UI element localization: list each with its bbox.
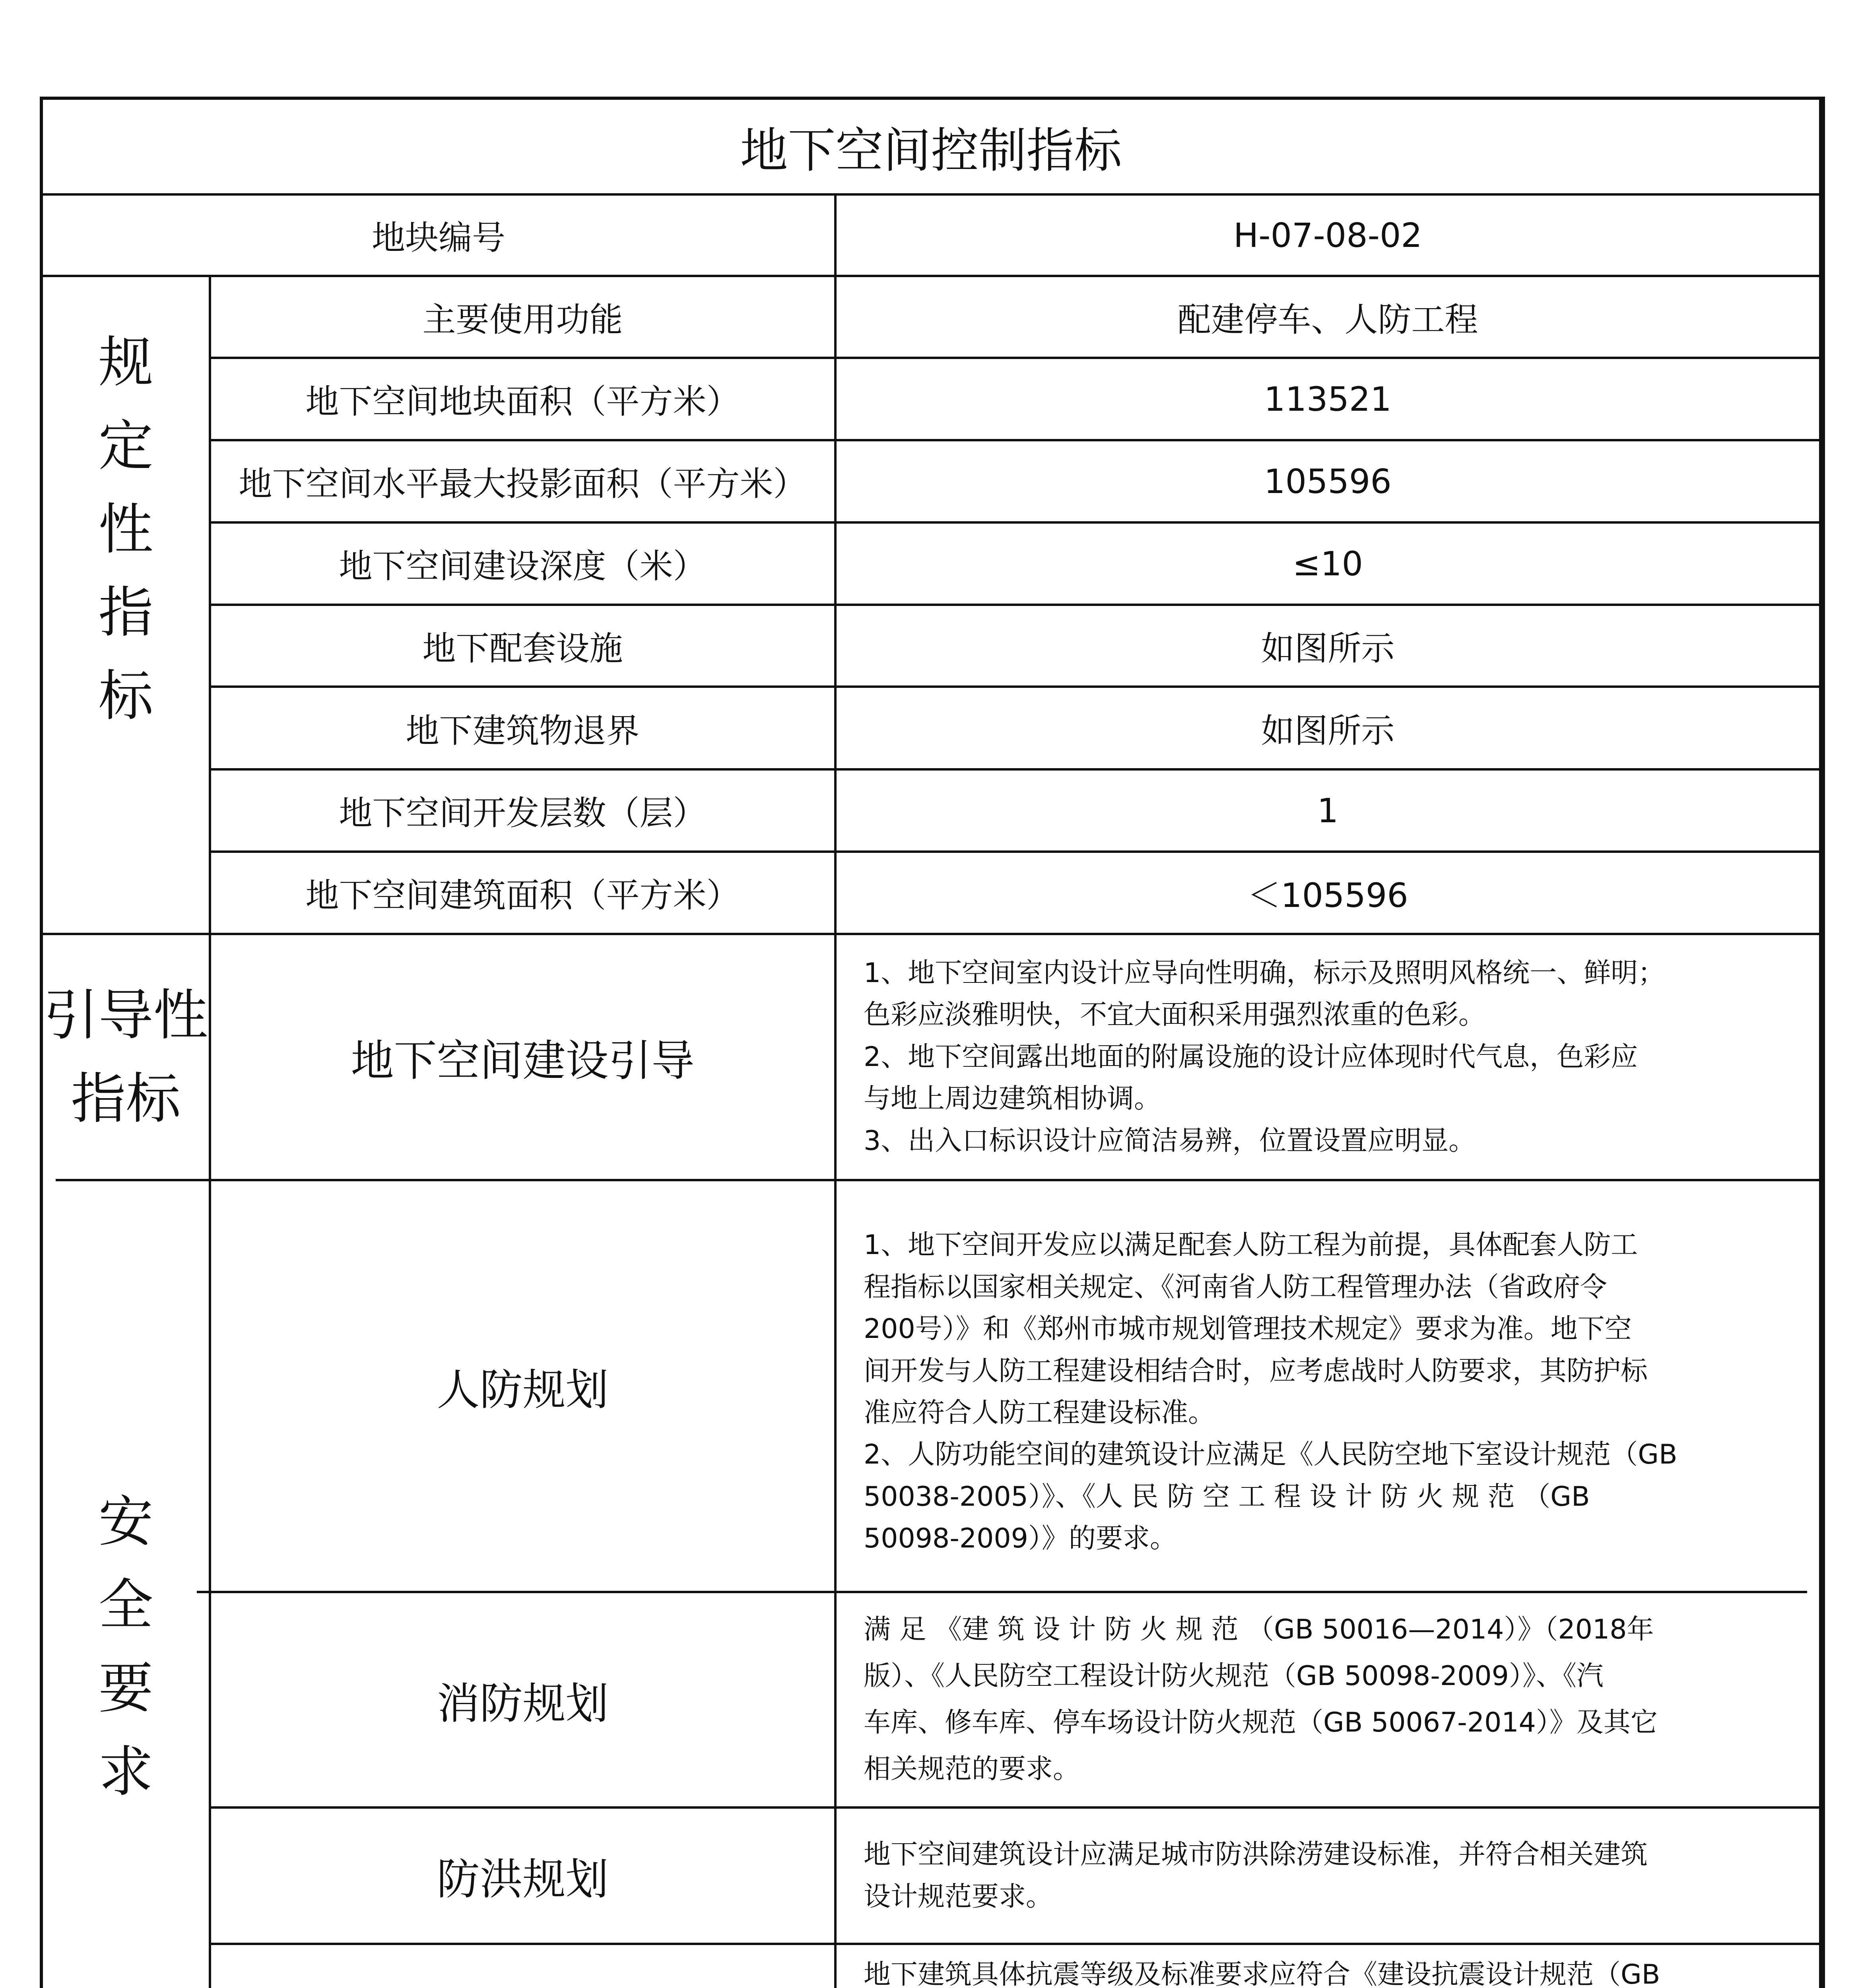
plot-number-value: H-07-08-02 (1233, 215, 1422, 255)
border-top (40, 97, 1825, 100)
guidance-category-line: 引导性 (43, 983, 208, 1047)
guidance-line: 色彩应淡雅明快，不宜大面积采用强烈浓重的色彩。 (864, 999, 1486, 1031)
projection-area-label: 地下空间水平最大投影面积（平方米） (239, 464, 807, 503)
fire-protection-line: 版）、《人民防空工程设计防火规范（GB 50098-2009）》、《汽 (864, 1660, 1604, 1692)
plot-area-label: 地下空间地块面积（平方米） (305, 382, 740, 421)
guidance-label: 地下空间建设引导 (351, 1036, 695, 1086)
safety-category-char: 全 (98, 1573, 153, 1637)
fire-protection-label: 消防规划 (437, 1679, 609, 1729)
safety-category-char: 要 (98, 1656, 153, 1720)
plot-number-label: 地块编号 (371, 218, 505, 257)
civil-defense-line: 50098-2009）》的要求。 (864, 1523, 1177, 1555)
civil-defense-line: 1、地下空间开发应以满足配套人防工程为前提，具体配套人防工 (864, 1229, 1638, 1261)
civil-defense-line: 准应符合人防工程建设标准。 (864, 1397, 1215, 1429)
mandatory-category-char: 规 (98, 330, 153, 394)
setback-value: 如图所示 (1261, 711, 1395, 750)
projection-area-value: 105596 (1264, 462, 1392, 501)
main-function-value: 配建停车、人防工程 (1177, 300, 1478, 339)
depth-value: ≤10 (1292, 544, 1363, 583)
facilities-value: 如图所示 (1261, 629, 1395, 668)
facilities-label: 地下配套设施 (422, 629, 623, 668)
fire-protection-line: 相关规范的要求。 (864, 1753, 1080, 1785)
mandatory-category-char: 指 (98, 580, 153, 645)
civil-defense-line: 程指标以国家相关规定、《河南省人防工程管理办法（省政府令 (864, 1271, 1608, 1303)
civil-defense-line: 200号）》和《郑州市城市规划管理技术规定》要求为准。地下空 (864, 1313, 1632, 1345)
fire-protection-line: 满 足 《建 筑 设 计 防 火 规 范 （GB 50016—2014）》（2018年 (864, 1614, 1654, 1646)
seismic-label (211, 1945, 834, 1988)
civil-defense-line: 50038-2005）》、《人 民 防 空 工 程 设 计 防 火 规 范 （GB (864, 1481, 1590, 1512)
flood-control-line: 设计规范要求。 (864, 1881, 1053, 1912)
mandatory-category-char: 性 (98, 497, 153, 561)
main-function-label: 主要使用功能 (422, 300, 623, 339)
floor-area-value: ＜105596 (1247, 876, 1408, 915)
fire-protection-line: 车库、修车库、停车场设计防火规范（GB 50067-2014）》及其它 (864, 1707, 1658, 1738)
civil-defense-text (837, 1181, 1819, 1591)
plot-area-value: 113521 (1264, 379, 1392, 419)
guidance-line: 2、地下空间露出地面的附属设施的设计应体现时代气息，色彩应 (864, 1041, 1638, 1073)
page-title: 地下空间控制指标 (740, 123, 1122, 179)
fire-protection-text (837, 1593, 1819, 1806)
mandatory-category-char: 标 (98, 664, 153, 728)
border-right (1819, 97, 1825, 1988)
guidance-text (837, 935, 1819, 1179)
guidance-line: 3、出入口标识设计应简洁易辨，位置设置应明显。 (864, 1125, 1476, 1157)
flood-control-label: 防洪规划 (437, 1855, 609, 1905)
civil-defense-label: 人防规划 (437, 1365, 609, 1415)
mandatory-category-char: 定 (98, 414, 153, 478)
flood-control-text (837, 1809, 1819, 1943)
setback-label: 地下建筑物退界 (406, 711, 640, 750)
safety-category (43, 1181, 209, 1988)
border-left (40, 97, 43, 1988)
guidance-line: 1、地下空间室内设计应导向性明确，标示及照明风格统一、鲜明； (864, 957, 1665, 989)
levels-label: 地下空间开发层数（层） (339, 794, 707, 833)
depth-label: 地下空间建设深度（米） (339, 547, 707, 586)
civil-defense-line: 2、人防功能空间的建筑设计应满足《人民防空地下室设计规范（GB (864, 1439, 1677, 1471)
safety-category-char: 求 (98, 1740, 153, 1804)
flood-control-line: 地下空间建筑设计应满足城市防洪除涝建设标准，并符合相关建筑 (864, 1839, 1648, 1871)
seismic-line: 地下建筑具体抗震等级及标准要求应符合《建设抗震设计规范（GB (864, 1959, 1660, 1988)
levels-value: 1 (1317, 791, 1339, 830)
floor-area-label: 地下空间建筑面积（平方米） (305, 876, 740, 915)
safety-category-char: 安 (98, 1489, 153, 1554)
guidance-line: 与地上周边建筑相协调。 (864, 1083, 1161, 1115)
civil-defense-line: 间开发与人防工程建设相结合时，应考虑战时人防要求，其防护标 (864, 1355, 1648, 1387)
mandatory-category (43, 277, 209, 933)
guidance-category (43, 935, 209, 1179)
seismic-text (837, 1945, 1819, 1988)
guidance-category-line: 指标 (71, 1066, 181, 1131)
